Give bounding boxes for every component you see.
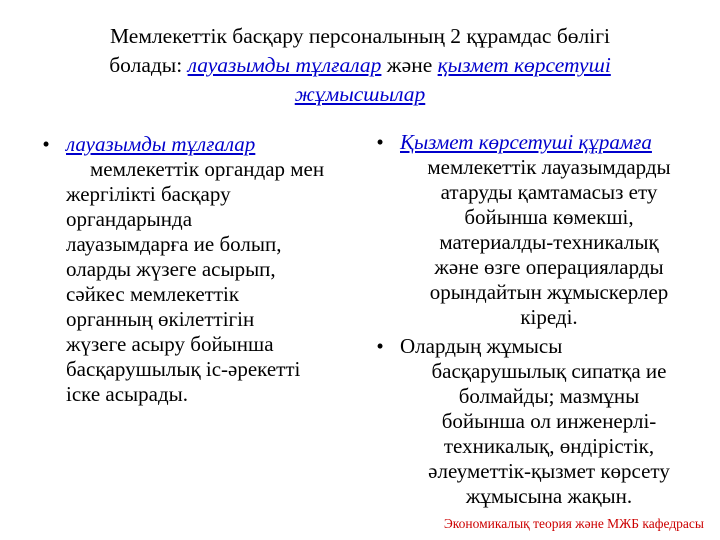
right-line-2-5: жұмысына жақын.	[465, 484, 633, 508]
right-line-2-1: болмайды; мазмұны	[458, 384, 640, 408]
right-line-1-6: кіреді.	[520, 305, 578, 329]
left-line-6: органның өкілеттігін	[66, 307, 255, 331]
title-term-officials: лауазымды тұлғалар	[187, 53, 382, 77]
right-line-1-1: атаруды қамтамасыз ету	[440, 180, 658, 204]
title-prefix: болады:	[109, 53, 188, 77]
right-term: Қызмет көрсетуші құрамға	[400, 130, 652, 154]
bullet-icon: •	[376, 334, 384, 358]
right-line-2-3: техникалық, өндірістік,	[443, 434, 655, 458]
right-line-2-0: басқарушылық сипатқа ие	[431, 359, 667, 383]
right-line-1-4: және өзге операцияларды	[434, 255, 664, 279]
right-line-1-3: материалды-техникалық	[439, 230, 659, 254]
bullet-icon: •	[376, 130, 384, 154]
left-line-5: сәйкес мемлекеттік	[66, 282, 240, 306]
title-term-service: қызмет көрсетуші	[437, 53, 611, 77]
left-column	[34, 132, 364, 407]
title-term-workers: жұмысшылар	[294, 82, 426, 106]
right-bullet-item-1	[368, 130, 698, 330]
title-conjunction: және	[381, 53, 438, 77]
left-line-0: мемлекеттік органдар мен	[90, 157, 325, 181]
left-line-9: іске асырады.	[66, 382, 189, 406]
right-line-1-5: орындайтын жұмыскерлер	[429, 280, 669, 304]
left-line-7: жүзеге асыру бойынша	[66, 332, 274, 356]
right-line-1-0: мемлекеттік лауазымдарды	[427, 155, 671, 179]
left-line-2: органдарында	[66, 207, 193, 231]
slide-title	[40, 22, 680, 109]
right-bullet-item-2	[368, 334, 698, 509]
left-term: лауазымды тұлғалар	[66, 132, 256, 156]
title-line-1: Мемлекеттік басқару персоналының 2 құрамдас бөлігі	[109, 24, 611, 48]
left-line-8: басқарушылық іс-әрекетті	[66, 357, 301, 381]
title-line-2	[40, 51, 680, 80]
left-bullet-item	[34, 132, 364, 157]
right-line-2-2: бойынша ол инженерлі-	[441, 409, 657, 433]
left-line-3: лауазымдарға ие болып,	[66, 232, 282, 256]
left-line-1: жергілікті басқару	[66, 182, 231, 206]
title-line-3	[40, 80, 680, 109]
bullet-icon: •	[42, 132, 50, 156]
footer-department: Экономикалық теория және МЖБ кафедрасы	[443, 516, 704, 531]
right-body-2	[400, 359, 698, 509]
left-line-4: оларды жүзеге асырып,	[66, 257, 276, 281]
left-body	[34, 157, 364, 407]
right-column	[368, 130, 698, 509]
right-line-2-4: әлеуметтік-қызмет көрсету	[428, 459, 670, 483]
right-line-1-2: бойынша көмекші,	[464, 205, 634, 229]
right-body-1	[400, 155, 698, 330]
right-first-2: Олардың жұмысы	[400, 334, 563, 358]
